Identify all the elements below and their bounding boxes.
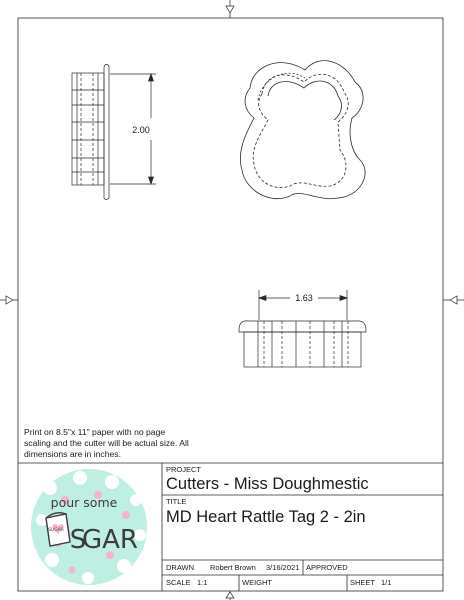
drawn-label: DRAWN	[166, 563, 195, 572]
height-dimension: 2.00	[132, 125, 150, 135]
logo-line2: S	[69, 525, 87, 555]
scale-label: SCALE	[166, 578, 191, 587]
logo-line3: GAR	[82, 525, 138, 555]
width-dimension: 1.63	[295, 293, 313, 303]
print-note: Print on 8.5"x 11" paper with no page scaling and the cutter will be actual size. All dimensions are in inches.	[24, 427, 189, 459]
drawn-by: Robert Brown	[210, 563, 256, 572]
weight-label: WEIGHT	[242, 578, 272, 587]
project-value: Cutters - Miss Doughmestic	[166, 475, 369, 493]
project-label: PROJECT	[166, 465, 202, 474]
logo-bag-label: SUGAR	[48, 528, 64, 533]
drawn-date: 3/16/2021	[266, 563, 300, 572]
sheet-label: SHEET	[350, 578, 376, 587]
logo-line1: pour some	[50, 495, 118, 510]
top-view	[240, 61, 365, 199]
scale-value: 1:1	[197, 578, 208, 587]
sheet-value: 1/1	[381, 578, 392, 587]
title-value: MD Heart Rattle Tag 2 - 2in	[166, 508, 366, 526]
title-label: TITLE	[166, 497, 187, 506]
approved-label: APPROVED	[306, 563, 348, 572]
